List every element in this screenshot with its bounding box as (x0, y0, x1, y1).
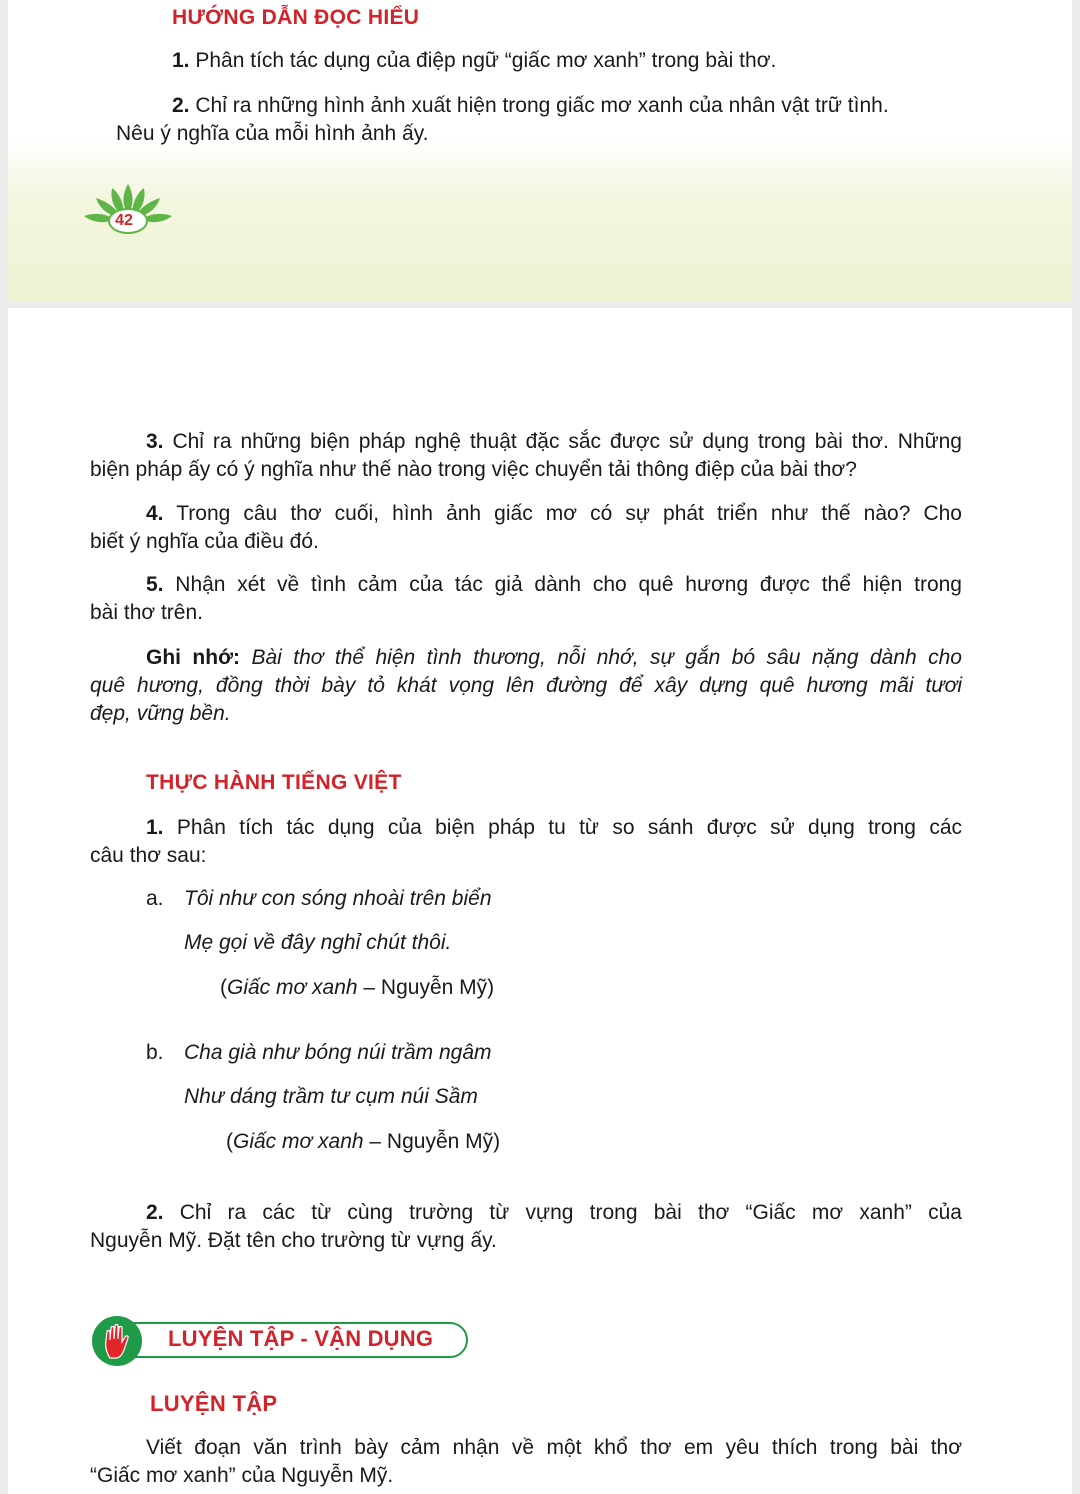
question-2-line-2: Nêu ý nghĩa của mỗi hình ảnh ấy. (116, 122, 429, 145)
practice-question-2-line-2: Nguyễn Mỹ. Đặt tên cho trường từ vựng ấy. (90, 1229, 497, 1252)
drill-heading: LUYỆN TẬP (150, 1391, 278, 1416)
memo-note-line-3: đẹp, vững bền. (90, 702, 231, 725)
poem-a-source: (Giấc mơ xanh – Nguyễn Mỹ) (220, 976, 495, 999)
question-4-line-1: 4. Trong câu thơ cuối, hình ảnh giấc mơ có sự phát triển như thế nào? Cho (146, 502, 962, 525)
drill-task-line-1: Viết đoạn văn trình bày cảm nhận về một khổ thơ em yêu thích trong bài thơ (146, 1436, 962, 1459)
question-5-line-1: 5. Nhận xét về tình cảm của tác giả dành cho quê hương được thể hiện trong (146, 573, 962, 596)
poem-a-line-1: Tôi như con sóng nhoài trên biển (184, 887, 492, 910)
practice-question-2-line-1: 2. Chỉ ra các từ cùng trường từ vựng trong bài thơ “Giấc mơ xanh” của (146, 1201, 962, 1224)
current-page-section (8, 308, 1072, 1494)
poem-a-label: a. (146, 887, 164, 910)
question-4-line-2: biết ý nghĩa của điều đó. (90, 530, 319, 553)
memo-note-line-1: Ghi nhớ: Bài thơ thể hiện tình thương, nỗi nhớ, sự gắn bó sâu nặng dành cho (146, 646, 962, 669)
question-5-line-2: bài thơ trên. (90, 601, 203, 624)
poem-b-source: (Giấc mơ xanh – Nguyễn Mỹ) (226, 1130, 501, 1153)
practice-question-1-line-1: 1. Phân tích tác dụng của biện pháp tu từ so sánh được sử dụng trong các (146, 816, 962, 839)
question-2-line-1: 2. Chỉ ra những hình ảnh xuất hiện trong giấc mơ xanh của nhân vật trữ tình. (172, 94, 889, 117)
memo-note-line-2: quê hương, đồng thời bày tỏ khát vọng lên đường để xây dựng quê hương mãi tươi (90, 674, 962, 697)
page-number: 42 (115, 212, 133, 229)
drill-task-line-2: “Giấc mơ xanh” của Nguyễn Mỹ. (90, 1464, 394, 1487)
question-3-line-1: 3. Chỉ ra những biện pháp nghệ thuật đặc sắc được sử dụng trong bài thơ. Những (146, 430, 962, 453)
question-1: 1. Phân tích tác dụng của điệp ngữ “giấc mơ xanh” trong bài thơ. (172, 49, 777, 72)
banner-label: LUYỆN TẬP - VẬN DỤNG (168, 1326, 434, 1351)
raised-hand-icon (100, 1322, 136, 1362)
vietnamese-practice-heading: THỰC HÀNH TIẾNG VIỆT (146, 771, 402, 794)
previous-page-section (8, 0, 1072, 302)
question-3-line-2: biện pháp ấy có ý nghĩa như thế nào trong việc chuyển tải thông điệp của bài thơ? (90, 458, 857, 481)
poem-a-line-2: Mẹ gọi về đây nghỉ chút thôi. (184, 931, 452, 954)
poem-b-line-1: Cha già như bóng núi trầm ngâm (184, 1041, 492, 1064)
poem-b-line-2: Như dáng trầm tư cụm núi Sầm (184, 1085, 478, 1108)
reading-guide-heading: HƯỚNG DẪN ĐỌC HIỂU (172, 6, 420, 29)
practice-question-1-line-2: câu thơ sau: (90, 844, 207, 867)
poem-b-label: b. (146, 1041, 164, 1064)
